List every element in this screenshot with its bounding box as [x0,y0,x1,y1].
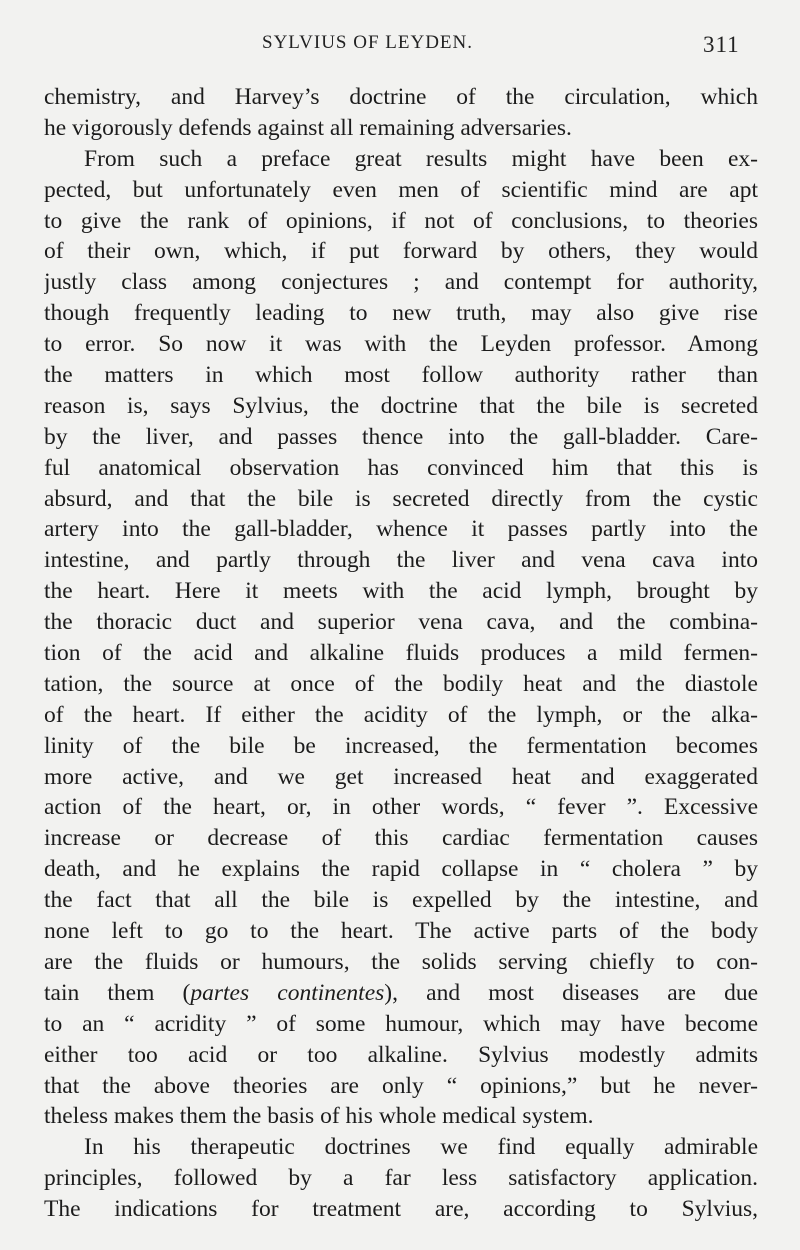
text-line [44,206,758,237]
text-line [44,484,758,515]
text-line [44,638,758,669]
text-segment: tation, the source at once of the bodily heat and the diastole [44,670,758,697]
text-segment: linity of the bile be increased, the fermentation becomes [44,732,758,759]
text-segment: ful anatomical observation has convinced him that this is [44,454,758,481]
text-line [44,823,758,854]
text-segment: to error. So now it was with the Leyden professor. Among [44,331,758,358]
text-segment: the matters in which most follow authority rather than [44,362,758,389]
body-text [44,82,758,1225]
text-segment: The indications for treatment are, according to Sylvius, [44,1196,758,1223]
text-segment: From such a preface great results might have been ex- [84,145,758,172]
text-segment: are the fluids or humours, the solids serving chiefly to con- [44,948,758,975]
text-segment: justly class among conjectures ; and contempt for authority, [44,269,758,296]
text-segment: theless makes them the basis of his whole medical system. [44,1103,594,1130]
text-line [44,576,758,607]
text-line [44,916,758,947]
text-segment: artery into the gall-bladder, whence it passes partly into the [44,516,758,543]
text-segment: though frequently leading to new truth, may also give rise [44,300,758,327]
page-number: 311 [703,32,740,57]
text-segment: increase or decrease of this cardiac fermentation causes [44,825,758,852]
text-line [44,545,758,576]
text-segment: ), and most diseases are due [384,979,758,1006]
text-line [44,978,758,1009]
text-segment: absurd, and that the bile is secreted directly from the cystic [44,485,758,512]
text-segment: death, and he explains the rapid collapse in “ cholera ” by [44,856,758,883]
text-segment: tion of the acid and alkaline fluids produces a mild fermen- [44,640,758,667]
text-line [44,422,758,453]
text-segment: In his therapeutic doctrines we find equally admirable [84,1134,758,1161]
italic-phrase: partes continentes [190,979,385,1006]
text-segment: principles, followed by a far less satisfactory application. [44,1165,758,1192]
text-segment: by the liver, and passes thence into the gall-bladder. Care- [44,423,758,450]
text-line [44,1163,758,1194]
text-segment: the fact that all the bile is expelled by the intestine, and [44,887,758,914]
text-segment: either too acid or too alkaline. Sylvius modestly admits [44,1041,758,1068]
text-line [44,947,758,978]
text-line [44,144,758,175]
text-line [44,236,758,267]
text-segment: more active, and we get increased heat and exaggerated [44,763,758,790]
text-line [44,267,758,298]
text-line [44,113,758,144]
text-line [44,792,758,823]
text-segment: of the heart. If either the acidity of the lymph, or the alka- [44,701,758,728]
text-line [44,731,758,762]
text-line [44,1040,758,1071]
text-line [44,1071,758,1102]
text-line [44,669,758,700]
text-line [44,700,758,731]
text-line [44,1132,758,1163]
text-line [44,298,758,329]
text-segment: chemistry, and Harvey’s doctrine of the circulation, which [44,84,758,110]
text-line [44,762,758,793]
running-head [0,32,800,62]
text-line [44,82,758,113]
text-segment: the thoracic duct and superior vena cava, and the combina- [44,609,758,636]
text-line [44,607,758,638]
text-line [44,1194,758,1225]
text-segment: intestine, and partly through the liver and vena cava into [44,547,758,574]
text-segment: that the above theories are only “ opinions,” but he never- [44,1072,758,1099]
text-line [44,453,758,484]
text-segment: pected, but unfortunately even men of scientific mind are apt [44,176,758,203]
text-segment: of their own, which, if put forward by others, they would [44,238,758,265]
text-line [44,1101,758,1132]
text-line [44,391,758,422]
text-line [44,175,758,206]
text-segment: reason is, says Sylvius, the doctrine that the bile is secreted [44,392,758,419]
text-segment: action of the heart, or, in other words, “ fever ”. Excessive [44,794,758,821]
text-line [44,885,758,916]
text-segment: the heart. Here it meets with the acid lymph, brought by [44,578,758,605]
text-segment: none left to go to the heart. The active parts of the body [44,918,758,945]
text-line [44,854,758,885]
text-line [44,1009,758,1040]
text-line [44,329,758,360]
text-segment: to give the rank of opinions, if not of conclusions, to theories [44,207,758,234]
text-segment: tain them ( [44,979,191,1006]
text-line [44,514,758,545]
text-segment: he vigorously defends against all remaining adversaries. [44,114,572,141]
text-line [44,360,758,391]
running-title: SYLVIUS OF LEYDEN. [262,32,474,53]
text-segment: to an “ acridity ” of some humour, which may have become [44,1010,758,1037]
